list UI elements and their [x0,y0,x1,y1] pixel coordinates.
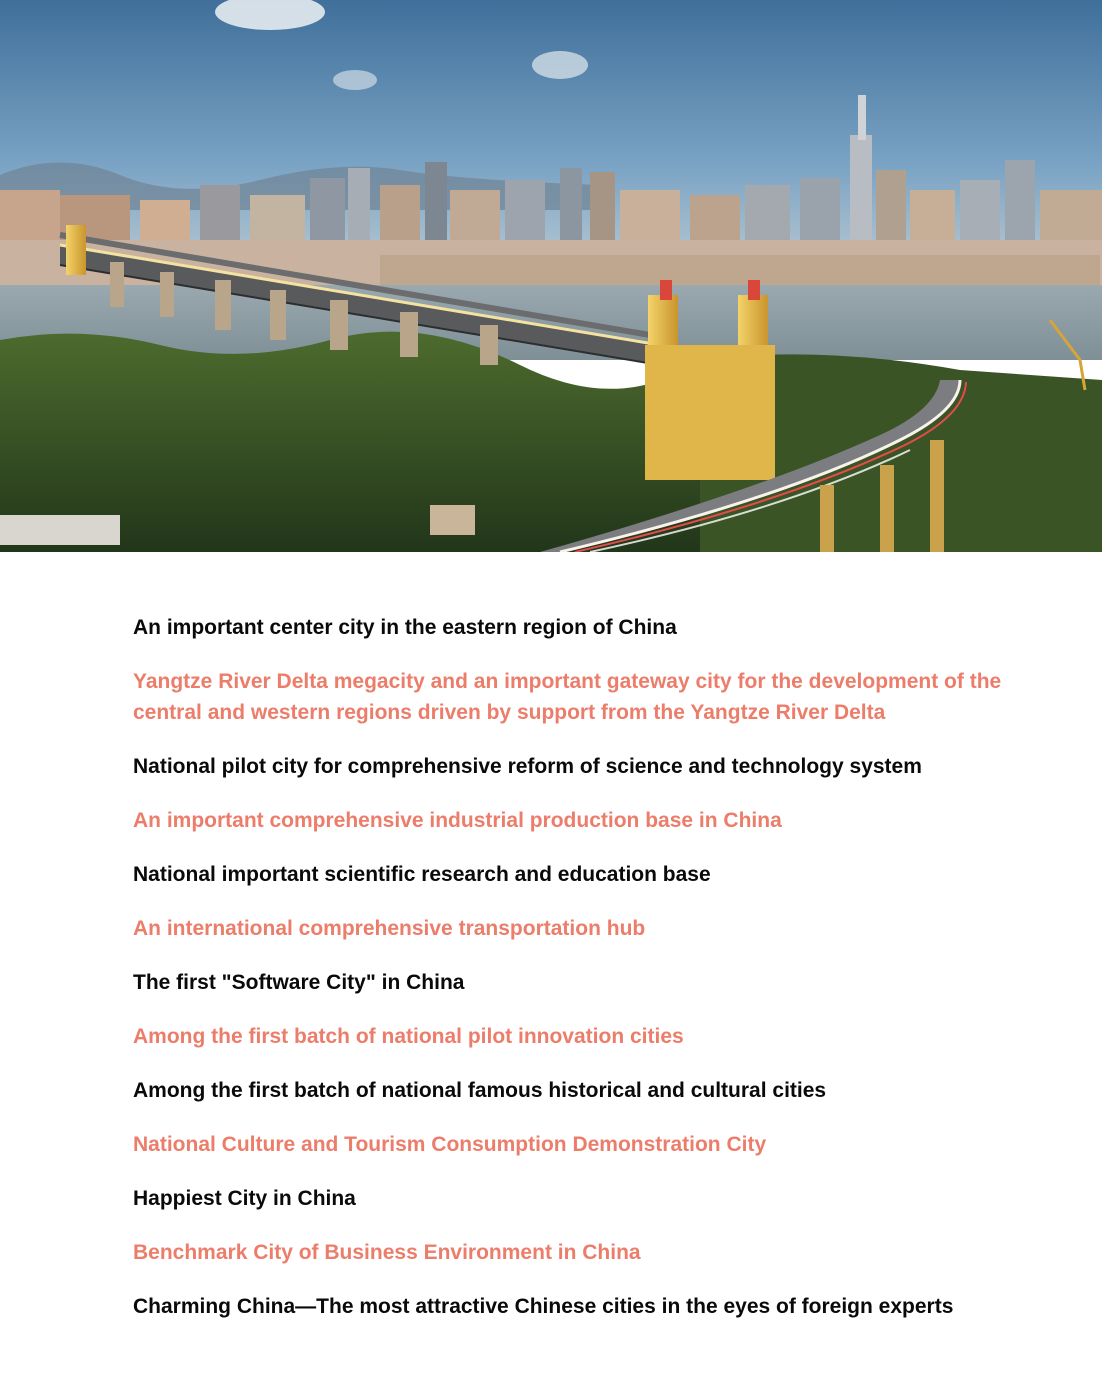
bridge-tower [66,225,86,275]
honor-item: Benchmark City of Business Environment in China [133,1241,641,1264]
building [430,505,475,535]
honor-item: Yangtze River Delta megacity and an important gateway city for the development of the central and western regions driven by support from the Yangtze River Delta [133,670,1002,724]
honor-item: National Culture and Tourism Consumption Demonstration City [133,1133,767,1156]
honor-item: Among the first batch of national famous historical and cultural cities [133,1079,827,1102]
building [0,515,120,545]
honor-item: Charming China—The most attractive Chinese cities in the eyes of foreign experts [133,1295,954,1318]
honor-item: An international comprehensive transportation hub [133,917,646,940]
cloud [333,70,377,90]
hero-photo [0,0,1102,552]
city-honors-list [133,612,1033,1345]
honor-item: Happiest City in China [133,1187,356,1210]
honor-item: An important center city in the eastern region of China [133,616,677,639]
honor-item: National important scientific research and education base [133,863,711,886]
honor-item: Among the first batch of national pilot innovation cities [133,1025,684,1048]
honor-item: The first "Software City" in China [133,971,465,994]
honor-item: National pilot city for comprehensive reform of science and technology system [133,755,922,778]
cloud [532,51,588,79]
bridge-skyline-illustration [0,0,1102,552]
honor-item: An important comprehensive industrial production base in China [133,809,782,832]
